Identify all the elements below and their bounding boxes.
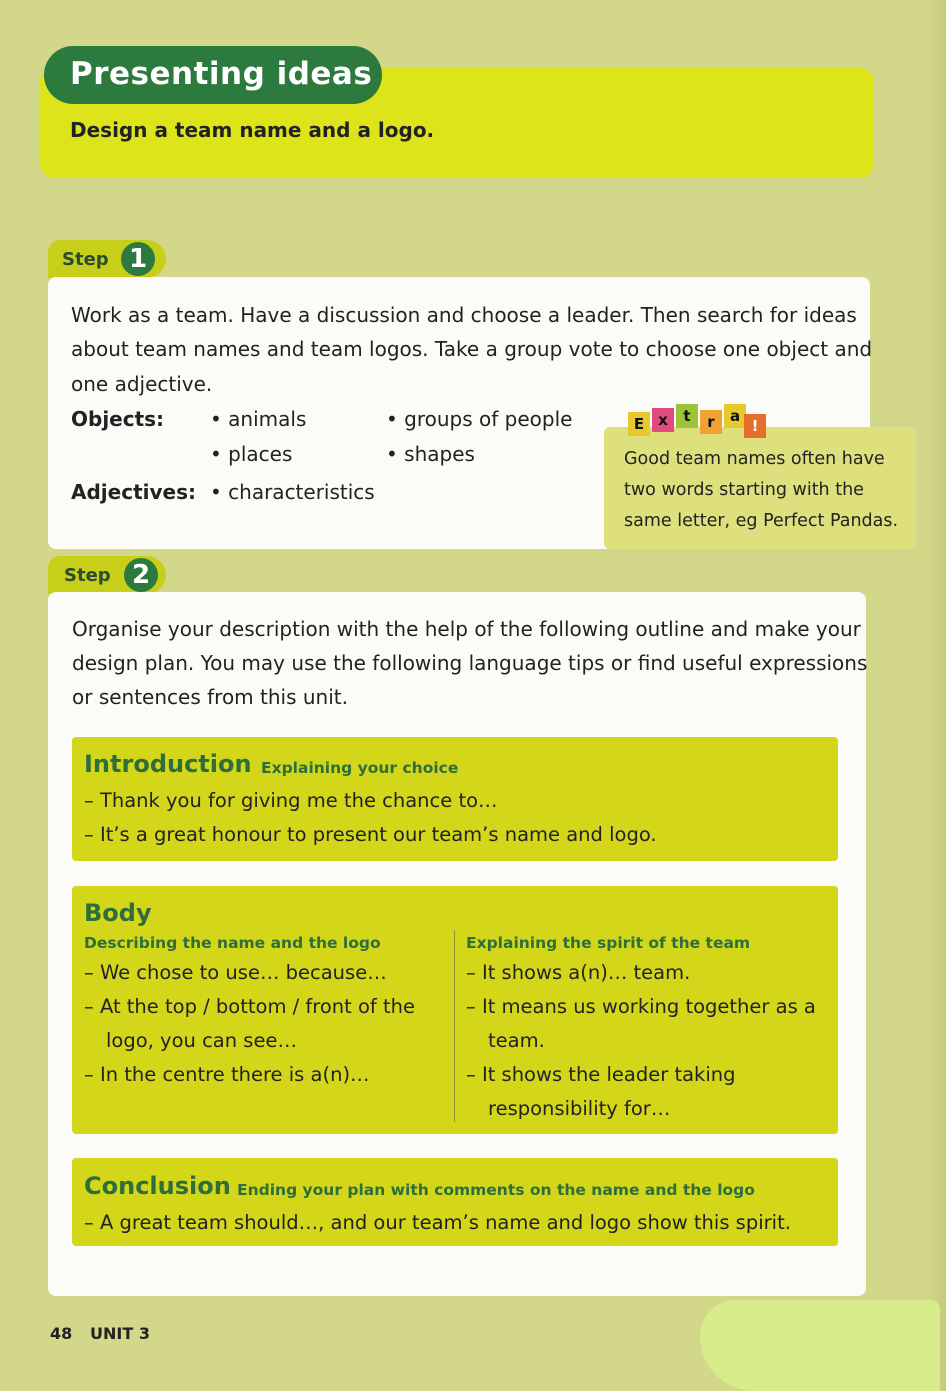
body-column-divider [454, 930, 455, 1122]
adjectives-label: Adjectives: [71, 480, 196, 504]
step-2-line-3: or sentences from this unit. [72, 685, 348, 709]
body-left-line: logo, you can see… [106, 1029, 297, 1052]
unit-label: UNIT 3 [90, 1324, 150, 1343]
body-right-line: – It shows the leader taking [466, 1063, 736, 1086]
highlight-smudge [700, 1300, 940, 1391]
objects-label: Objects: [71, 407, 165, 431]
extra-tile: a [724, 404, 746, 428]
page-title: Presenting ideas [70, 56, 373, 92]
extra-tile: t [676, 404, 698, 428]
body-right-line: responsibility for… [488, 1097, 671, 1120]
introduction-line: – Thank you for giving me the chance to… [84, 789, 498, 812]
body-right-line: – It shows a(n)… team. [466, 961, 691, 984]
body-right-line: – It means us working together as a [466, 995, 816, 1018]
body-right-line: team. [488, 1029, 545, 1052]
step-2-number-badge: 2 [124, 558, 158, 592]
extra-tile: r [700, 410, 722, 434]
adjective-item: • characteristics [210, 480, 375, 504]
step-1-line-3: one adjective. [71, 372, 213, 396]
conclusion-heading: Conclusion [84, 1172, 231, 1200]
step-2-line-2: design plan. You may use the following language tips or find useful expressions [72, 651, 868, 675]
conclusion-line: – A great team should…, and our team’s name and logo show this spirit. [84, 1211, 791, 1234]
page-subtitle: Design a team name and a logo. [70, 118, 435, 142]
body-left-line: – We chose to use… because… [84, 961, 387, 984]
step-2-line-1: Organise your description with the help of the following outline and make your [72, 617, 861, 641]
introduction-subheading: Explaining your choice [261, 759, 459, 777]
extra-tile: ! [744, 414, 766, 438]
body-left-line: – At the top / bottom / front of the [84, 995, 415, 1018]
step-1-number-badge: 1 [121, 242, 155, 276]
page-number: 48 [50, 1324, 73, 1343]
step-1-line-1: Work as a team. Have a discussion and choose a leader. Then search for ideas [71, 303, 857, 327]
body-left-subheading: Describing the name and the logo [84, 934, 381, 952]
object-item: • places [210, 442, 293, 466]
extra-tile: x [652, 408, 674, 432]
page-edge-shade [928, 0, 946, 1391]
body-heading: Body [84, 899, 152, 927]
step-1-label: Step [62, 249, 109, 270]
extra-tile: E [628, 412, 650, 436]
body-right-subheading: Explaining the spirit of the team [466, 934, 751, 952]
object-item: • shapes [386, 442, 475, 466]
object-item: • groups of people [386, 407, 573, 431]
introduction-heading: Introduction [84, 750, 252, 778]
step-2-label: Step [64, 565, 111, 586]
introduction-line: – It’s a great honour to present our team’s name and logo. [84, 823, 657, 846]
extra-tip-text: Good team names often have two words starting with the same letter, eg Perfect Pandas. [624, 449, 899, 531]
object-item: • animals [210, 407, 307, 431]
step-1-line-2: about team names and team logos. Take a group vote to choose one object and [71, 337, 873, 361]
body-left-line: – In the centre there is a(n)… [84, 1063, 370, 1086]
conclusion-subheading: Ending your plan with comments on the name and the logo [237, 1181, 755, 1199]
